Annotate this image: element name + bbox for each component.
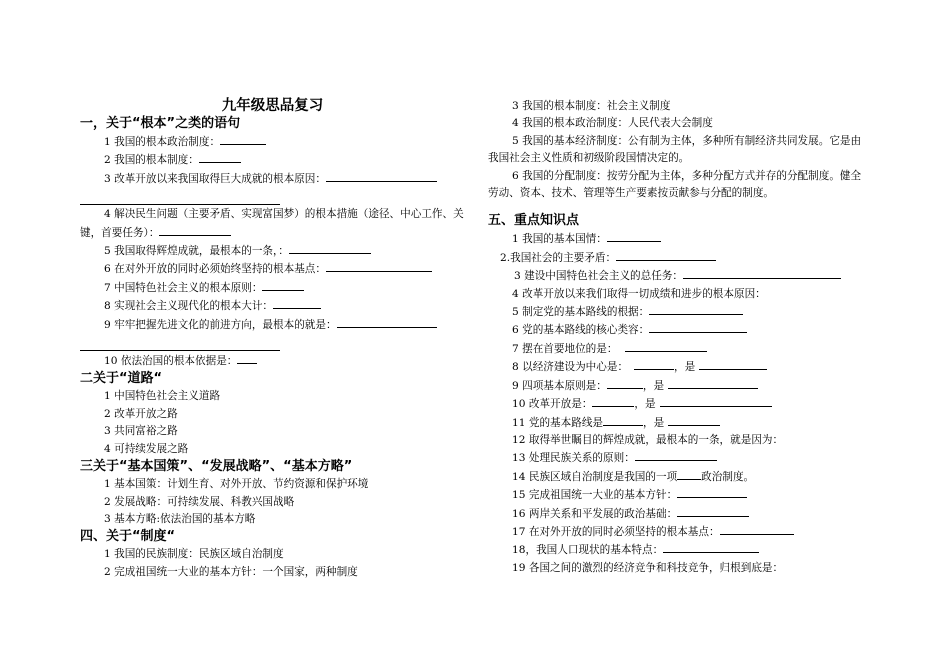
k-item-13-text: 13 处理民族关系的原则：	[512, 452, 635, 465]
answer-blank[interactable]	[720, 523, 794, 535]
k-item-10-sep: ，是	[634, 398, 656, 411]
answer-blank[interactable]	[262, 279, 304, 291]
answer-blank[interactable]	[649, 303, 743, 315]
answer-blank[interactable]	[625, 340, 707, 352]
r-item-3: 3 我国的根本制度：社会主义制度	[512, 100, 671, 112]
section-3-heading: 三关于“基本国策”、“发展战略”、“基本方略”	[80, 459, 353, 475]
s3-item: 2 发展战略：可持续发展、科教兴国战略	[104, 495, 295, 508]
s1-item-9-text: 9 牢牢把握先进文化的前进方向，最根本的就是：	[104, 318, 337, 331]
s1-item-10	[80, 352, 465, 370]
k-item-9-text: 9 四项基本原则是：	[512, 379, 607, 392]
answer-blank[interactable]	[607, 377, 643, 389]
k-item-18-text: 18，我国人口现状的基本特点：	[512, 544, 664, 557]
s1-item-9	[80, 316, 465, 334]
k-item-15-text: 15 完成祖国统一大业的基本方针：	[512, 489, 678, 502]
k-item-11	[488, 414, 868, 432]
answer-blank[interactable]	[273, 297, 321, 309]
section-4-heading: 四、关于“制度“	[80, 529, 176, 545]
k-item-19: 19 各国之间的激烈的经济竞争和科技竞争，归根到底是：	[512, 561, 784, 574]
s1-item-7	[80, 279, 465, 297]
answer-blank[interactable]	[199, 151, 241, 163]
answer-blank[interactable]	[660, 395, 772, 407]
s4-item: 2 完成祖国统一大业的基本方针：一个国家，两种制度	[104, 565, 358, 578]
k-item-17	[488, 523, 868, 541]
k-item-14	[488, 468, 868, 486]
s1-item-4	[80, 206, 465, 242]
k-item-9	[488, 377, 868, 395]
k-item-10-text: 10 改革开放是：	[512, 398, 593, 411]
s2-item: 2 改革开放之路	[104, 407, 178, 420]
k-item-8-text: 8 以经济建设为中心是：	[512, 361, 629, 374]
k-item-11-sep: ，是	[643, 416, 665, 429]
left-column	[80, 98, 465, 581]
s2-item: 1 中国特色社会主义道路	[104, 390, 221, 403]
s1-item-6	[80, 260, 465, 278]
k-item-6	[488, 321, 868, 339]
answer-blank[interactable]	[668, 377, 758, 389]
answer-blank[interactable]	[649, 321, 747, 333]
s1-item-8	[80, 297, 465, 315]
k-item-3-text: 3 建设中国特色社会主义的总任务：	[514, 270, 684, 283]
k-item-7	[488, 340, 868, 358]
k-item-6-text: 6 党的基本路线的核心类容：	[512, 324, 650, 337]
answer-blank[interactable]	[159, 224, 231, 236]
s1-item-5-text: 5 我国取得辉煌成就，最根本的一条，：	[104, 245, 289, 258]
k-item-9-sep: ，是	[642, 379, 665, 392]
k-item-18	[488, 541, 868, 559]
answer-blank[interactable]	[663, 541, 759, 553]
s4-item: 1 我国的民族制度：民族区域自治制度	[104, 548, 284, 561]
answer-blank[interactable]	[677, 486, 747, 498]
section-5-heading: 五、重点知识点	[488, 213, 580, 229]
k-item-1	[488, 230, 868, 248]
k-item-16-text: 16 两岸关系和平发展的政治基础：	[512, 507, 678, 520]
k-item-2-text: 2.我国社会的主要矛盾：	[500, 251, 617, 264]
k-item-10	[488, 395, 868, 413]
s1-item-6-text: 6 在对外开放的同时必须始终坚持的根本基点：	[104, 263, 326, 276]
s2-item: 4 可持续发展之路	[104, 442, 189, 455]
s3-item: 1 基本国策：计划生育、对外开放、节约资源和保护环境	[104, 478, 369, 491]
answer-blank[interactable]	[607, 230, 661, 242]
k-item-14-tail: 政治制度。	[701, 470, 755, 483]
answer-blank[interactable]	[326, 170, 437, 182]
k-item-5-text: 5 制定党的基本路线的根据：	[512, 306, 650, 319]
answer-blank[interactable]	[677, 505, 749, 517]
s1-item-7-text: 7 中国特色社会主义的根本原则：	[104, 281, 263, 294]
s1-item-8-text: 8 实现社会主义现代化的根本大计：	[104, 300, 274, 313]
answer-blank[interactable]	[683, 267, 841, 279]
answer-blank[interactable]	[326, 260, 432, 272]
answer-blank[interactable]	[289, 242, 371, 254]
page-title: 九年级思品复习	[221, 98, 324, 114]
k-item-12: 12 取得举世瞩目的辉煌成就，最根本的一条，就是因为：	[512, 433, 784, 446]
section-2-heading: 二关于“道路“	[80, 371, 163, 387]
r-item-6: 6 我国的分配制度：按劳分配为主体，多种分配方式并存的分配制度。健全劳动、资本、技术、管理等生产要素按贡献参与分配的制度。	[488, 169, 862, 200]
answer-blank[interactable]	[592, 395, 634, 407]
k-item-7-text: 7 摆在首要地位的是：	[512, 342, 618, 355]
k-item-8	[488, 358, 868, 376]
s1-item-5	[80, 242, 465, 260]
s1-item-1-text: 1 我国的根本政治制度：	[104, 136, 221, 148]
answer-blank-line[interactable]	[80, 334, 280, 351]
k-item-14-text: 14 民族区域自治制度是我国的一项	[512, 470, 678, 483]
k-item-13	[488, 449, 868, 467]
answer-blank[interactable]	[220, 133, 266, 145]
k-item-17-text: 17 在对外开放的同时必须坚持的根本基点：	[512, 525, 720, 538]
answer-blank[interactable]	[699, 358, 767, 370]
s1-item-4-text: 4 解决民生问题（主要矛盾、实现富国梦）的根本措施（途径、中心工作、关键，首要任务）：	[80, 208, 464, 239]
s1-item-3-text: 3 改革开放以来我国取得巨大成就的根本原因：	[104, 172, 326, 185]
answer-blank[interactable]	[603, 414, 643, 426]
k-item-16	[488, 505, 868, 523]
answer-blank[interactable]	[237, 352, 257, 364]
k-item-2	[488, 249, 868, 267]
k-item-1-text: 1 我国的基本国情：	[512, 233, 607, 246]
right-column	[488, 98, 868, 577]
k-item-15	[488, 486, 868, 504]
answer-blank-line[interactable]	[80, 188, 280, 205]
k-item-5	[488, 303, 868, 321]
answer-blank[interactable]	[337, 316, 437, 328]
k-item-3	[488, 267, 868, 285]
answer-blank[interactable]	[668, 414, 720, 426]
r-item-4: 4 我国的根本政治制度：人民代表大会制度	[512, 117, 713, 130]
k-item-8-sep: ，是	[674, 361, 696, 374]
r-item-5: 5 我国的基本经济制度：公有制为主体，多种所有制经济共同发展。它是由我国社会主义性质和初级阶段国情决定的。	[488, 134, 862, 165]
s1-item-2	[80, 151, 465, 169]
section-1-heading: 一，关于“根本”之类的语句	[80, 116, 241, 131]
s1-item-1	[80, 133, 465, 151]
s1-item-2-text: 2 我国的根本制度：	[104, 154, 199, 167]
k-item-11-text: 11 党的基本路线是	[512, 416, 604, 429]
s3-item: 3 基本方略:依法治国的基本方略	[104, 512, 256, 525]
s1-item-10-text: 10 依法治国的根本依据是：	[104, 355, 238, 368]
answer-blank[interactable]	[634, 358, 674, 370]
s1-item-3	[80, 170, 465, 188]
k-item-4: 4 改革开放以来我们取得一切成绩和进步的根本原因：	[512, 287, 766, 300]
answer-blank[interactable]	[635, 449, 717, 461]
answer-blank[interactable]	[677, 468, 701, 480]
answer-blank[interactable]	[616, 249, 716, 261]
s2-item: 3 共同富裕之路	[104, 425, 178, 438]
